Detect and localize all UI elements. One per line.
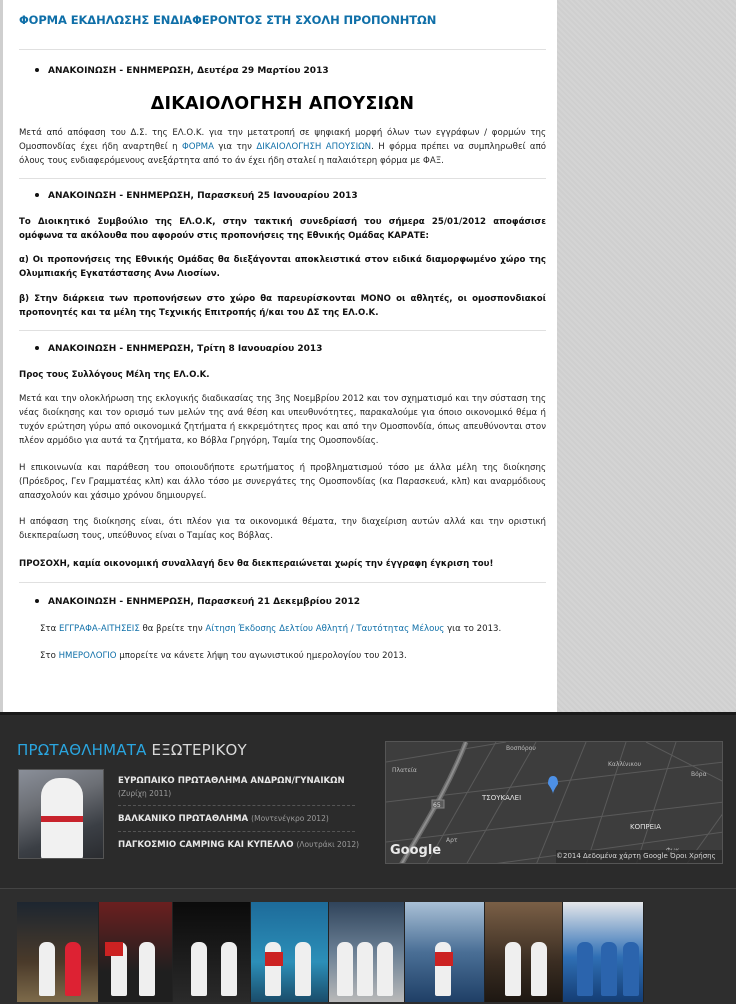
athlete-card-application-link[interactable]: Αίτηση Έκδοσης Δελτίου Αθλητή / Ταυτότητας Μέλους (205, 624, 445, 634)
announcement-text: Στα ΕΓΓΡΑΦΑ-ΑΙΤΗΣΕΙΣ θα βρείτε την Αίτηση Έκδοσης Δελτίου Αθλητή / Ταυτότητας Μέλους για το 2013. (40, 624, 502, 634)
bullet-icon (35, 68, 39, 72)
absence-justification-link[interactable]: ΔΙΚΑΙΟΛΟΓΗΣΗ ΑΠΟΥΣΙΩΝ (256, 142, 372, 152)
announcement-heading: ΑΝΑΚΟΙΝΩΣΗ - ΕΝΗΜΕΡΩΣΗ, Δευτέρα 29 Μαρτίου 2013 (35, 66, 329, 76)
photo-gallery (17, 902, 724, 1002)
announcement-heading: ΑΝΑΚΟΙΝΩΣΗ - ΕΝΗΜΕΡΩΣΗ, Τρίτη 8 Ιανουαρίου 2013 (35, 344, 322, 354)
bullet-icon (35, 193, 39, 197)
gallery-photo[interactable] (17, 902, 99, 1002)
bullet-icon (35, 599, 39, 603)
documents-applications-link[interactable]: ΕΓΓΡΑΦΑ-ΑΙΤΗΣΕΙΣ (59, 624, 140, 634)
announcement-text: Μετά και την ολοκλήρωση της εκλογικής διαδικασίας της 3ης Νοεμβρίου 2012 και τον σχηματισμό και την σύσταση της νέας διοίκησης και τον ορισμό των μελών της ανά θέση και υπευθυνότητες, παρακαλούμε για όποιο οικονομικό θέμα ή τυχόν ερώτηση γύρω από οικονομικά ζητήματα ή εκκρεμότητες προς και από την Ομοσπονδία, όπως απευθύνονται στον πλέον αρμόδιο για αυτά τα ζητήματα, κο Βόβλα Γρηγόρη, Ταμία της Ομοσπονδίας. (19, 394, 546, 446)
karate-athlete-photo[interactable] (18, 769, 104, 859)
event-location: (Ζυρίχη 2011) (118, 789, 172, 798)
announcement-heading: ΑΝΑΚΟΙΝΩΣΗ - ΕΝΗΜΕΡΩΣΗ, Παρασκευή 21 Δεκεμβρίου 2012 (35, 597, 360, 607)
map-label: Βοσπόρου (506, 745, 536, 752)
announcement-text: Η απόφαση της διοίκησης είναι, ότι πλέον για τα οικονομικά θέματα, την διαχείριση αυτών αλλά και την οριστική διεκπεραίωση τους, υπεύθυνος είναι ο Ταμίας κος Βόβλας. (19, 517, 546, 541)
form-interest-link[interactable]: ΦΟΡΜΑ ΕΚΔΗΛΩΣΗΣ ΕΝΔΙΑΦΕΡΟΝΤΟΣ ΣΤΗ ΣΧΟΛΗ ΠΡΟΠΟΝΗΤΩΝ (19, 13, 437, 27)
gallery-photo[interactable] (251, 902, 329, 1002)
announcement-text: Μετά από απόφαση του Δ.Σ. της ΕΛ.Ο.Κ. για την μετατροπή σε ψηφιακή μορφή όλων των εγγράφων / φορμών της Ομοσπονδίας έχει ήδη αναρτηθεί η ΦΟΡΜΑ για την ΔΙΚΑΙΟΛΟΓΗΣΗ ΑΠΟΥΣΙΩΝ. Η φόρμα πρέπει να συμπληρωθεί από όλους τους ενδιαφερόμενους ανεξάρτητα από το άν έχει ήδη σταλεί η παλαιότερη φόρμα με ΦΑΞ. (19, 128, 547, 166)
map-label: Πλατεία (392, 767, 417, 774)
map-label: ΤΣΟΥΚΑΛΕΙ (482, 794, 522, 802)
divider (19, 582, 546, 583)
gallery-photo[interactable] (405, 902, 485, 1002)
map-attribution[interactable]: ©2014 Δεδομένα χάρτη Google Όροι Χρήσης (556, 852, 716, 860)
gallery-photo[interactable] (329, 902, 405, 1002)
event-world-camping-cup[interactable]: ΠΑΓΚΟΣΜΙΟ CAMPING ΚΑΙ ΚΥΠΕΛΛΟ (Λουτράκι 2012) (118, 840, 360, 850)
announcement-greeting: Προς τους Συλλόγους Μέλη της ΕΛ.Ο.Κ. (19, 370, 210, 380)
gallery-photo[interactable] (173, 902, 251, 1002)
announcement-text: Η επικοινωνία και παράθεση του οποιουδήποτε ερωτήματος ή προβληματισμού τόσο με άλλα μέλη της διοίκησης (Πρόεδρος, Γεν Γραμματέας κλπ) και άλλο τόσο με συνεργάτες της Ομοσπονδίας (κα Παρασκευά, κλπ) και αναρμόδιους απασχολούν και χάσιμο χρόνου δημιουργεί. (19, 463, 546, 501)
announcement-text: β) Στην διάρκεια των προπονήσεων στο χώρο θα παρευρίσκονται ΜΟΝΟ οι αθλητές, οι ομοσπονδιακοί προπονητές και τα μέλη της Τεχνικής Επιτροπής ή/και του ΔΣ της ΕΛ.Ο.Κ. (19, 294, 546, 318)
divider (19, 330, 546, 331)
side-background (557, 0, 736, 712)
map-label: Βόρα (691, 771, 707, 778)
announcement-text: α) Οι προπονήσεις της Εθνικής Ομάδας θα διεξάγονται αποκλειστικά στον ειδικά διαμορφωμένο χώρο της Ολυμπιακής Εγκατάστασης Ανω Λιοσίων. (19, 255, 546, 279)
map-label: Αρτ (446, 837, 458, 844)
divider (118, 805, 355, 806)
gallery-photo[interactable] (485, 902, 563, 1002)
google-logo: Google (390, 843, 442, 858)
championships-title: ΠΡΩΤΑΘΛΗΜΑΤΑ ΕΞΩΤΕΡΙΚΟΥ (17, 741, 247, 759)
map-label: Καλλίνικου (608, 761, 642, 768)
announcement-text: Το Διοικητικό Συμβούλιο της ΕΛ.Ο.Κ, στην τακτική συνεδρίασή του σήμερα 25/01/2012 αποφάσισε ομόφωνα τα ακόλουθα που αφορούν στις προπονήσεις της Εθνικής Ομάδας ΚΑΡΑΤΕ: (19, 217, 546, 241)
announcement-heading: ΑΝΑΚΟΙΝΩΣΗ - ΕΝΗΜΕΡΩΣΗ, Παρασκευή 25 Ιανουαρίου 2013 (35, 191, 358, 201)
divider (19, 49, 546, 50)
event-balkan-championship[interactable]: ΒΑΛΚΑΝΙΚΟ ΠΡΩΤΑΘΛΗΜΑ (Μοντενέγκρο 2012) (118, 814, 329, 824)
announcement-title: ΔΙΚΑΙΟΛΟΓΗΣΗ ΑΠΟΥΣΙΩΝ (150, 94, 415, 114)
divider (19, 178, 546, 179)
form-link[interactable]: ΦΟΡΜΑ (181, 142, 214, 152)
bullet-icon (35, 346, 39, 350)
map-label: 65 (433, 802, 441, 809)
announcement-warning: ΠΡΟΣΟΧΗ, καμία οικονομική συναλλαγή δεν θα διεκπεραιώνεται χωρίς την έγγραφη έγκριση του! (19, 559, 494, 569)
gallery-photo[interactable] (563, 902, 644, 1002)
divider (118, 831, 355, 832)
event-european-championship[interactable]: ΕΥΡΩΠΑΙΚΟ ΠΡΩΤΑΘΛΗΜΑ ΑΝΔΡΩΝ/ΓΥΝΑΙΚΩΝ (118, 776, 345, 786)
calendar-link[interactable]: ΗΜΕΡΟΛΟΓΙΟ (58, 651, 117, 661)
announcement-text: Στο ΗΜΕΡΟΛΟΓΙΟ μπορείτε να κάνετε λήψη του αγωνιστικού ημερολογίου του 2013. (40, 651, 407, 661)
gallery-photo[interactable] (99, 902, 173, 1002)
map-label: ΚΟΠΡΕΙΑ (630, 823, 661, 831)
